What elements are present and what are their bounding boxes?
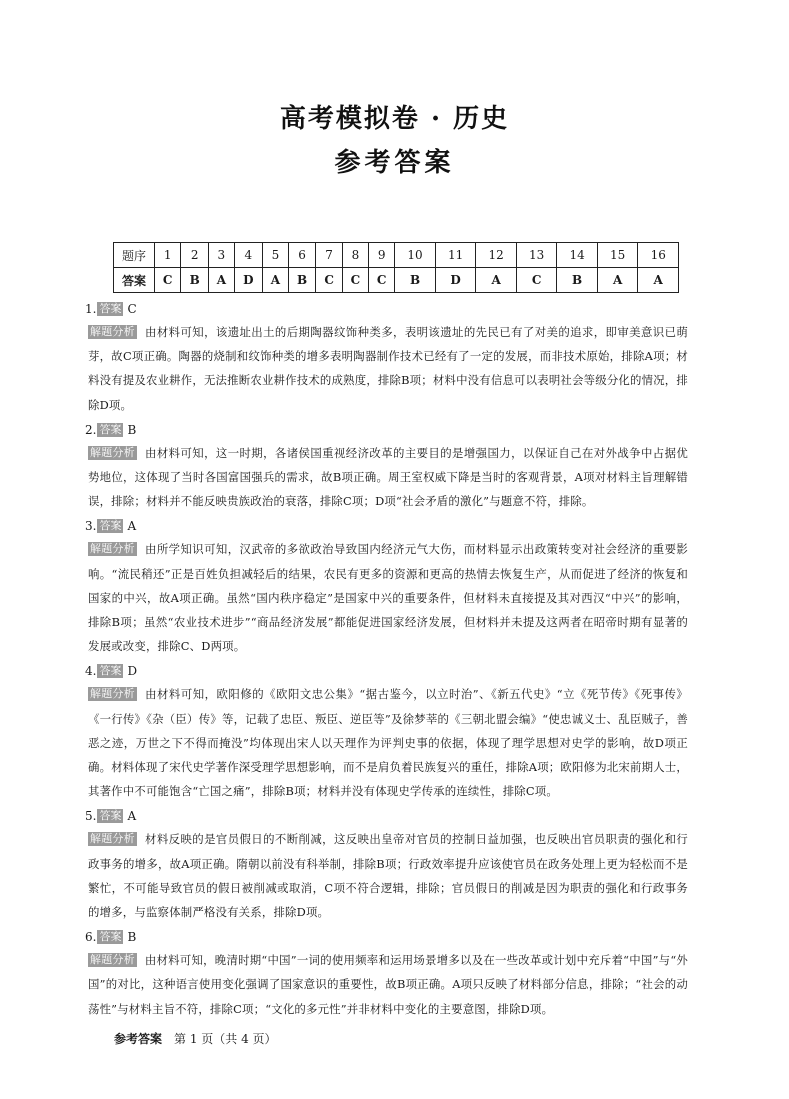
question-number-cell: 2 (181, 243, 209, 268)
answer-cell: B (395, 268, 436, 293)
answer-cell: B (557, 268, 598, 293)
answer-cell: B (288, 268, 316, 293)
analysis-tag: 解题分析 (90, 832, 135, 846)
analysis-tag: 解题分析 (90, 542, 135, 556)
question-number: 6. (85, 930, 97, 945)
question-analysis (88, 441, 688, 514)
page-number: 第 1 页（共 4 页） (174, 1032, 277, 1046)
answer-cell: D (435, 268, 476, 293)
question-analysis (88, 537, 688, 658)
page-subtitle: 参考答案 (334, 148, 455, 178)
question-number-cell: 5 (263, 243, 289, 268)
question-number-cell: 1 (155, 243, 181, 268)
answer-cell: D (234, 268, 262, 293)
question-answer-line (85, 298, 685, 320)
question-number-cell: 3 (209, 243, 235, 268)
question-number: 1. (85, 302, 97, 316)
answer-tag: 答案 (99, 664, 122, 678)
question-answer-line (85, 419, 685, 441)
answer-row-label: 答案 (114, 268, 155, 293)
question-item (85, 660, 688, 803)
question-list (85, 298, 688, 1023)
analysis-tag: 解题分析 (90, 325, 135, 338)
question-answer: A (127, 519, 137, 534)
question-number-cell: 4 (234, 243, 262, 268)
answer-cell: B (181, 268, 209, 293)
analysis-text: 由材料可知，晚清时期“中国”一词的使用频率和运用场景增多以及在一些改革或计划中充斥着“中国”与“外国”的对比，这种语言使用变化强调了国家意识的重要性，故B项正确。A项只反映了材料部分信息，排除；“社会的动荡性”与材料主旨不符，排除C项；“文化的多元性”并非材料中变化的主要意图，排除D项。 (88, 953, 688, 1016)
number-row-label: 题序 (114, 243, 155, 268)
question-number-cell: 11 (435, 243, 476, 268)
question-number-cell: 9 (369, 243, 395, 268)
question-analysis (88, 827, 688, 924)
analysis-text: 由所学知识可知，汉武帝的多欲政治导致国内经济元气大伤，而材料显示出政策转变对社会经济的重要影响。“流民稍还”正是百姓负担减轻后的结果，农民有更多的资源和更高的热情去恢复生产，从而促进了经济的恢复和国家的中兴，故A项正确。虽然“国内秩序稳定”是国家中兴的重要条件，但材料未直接提及其对西汉“中兴”的影响，排除B项；虽然“农业技术进步”“商品经济发展”都能促进国家经济发展，但材料并未提及这两者在昭帝时期有显著的发展或改变，排除C、D两项。 (88, 542, 688, 654)
question-item (85, 926, 688, 1021)
answer-tag: 答案 (99, 809, 122, 823)
answer-tag: 答案 (99, 519, 122, 533)
question-item (85, 298, 688, 417)
question-number-cell: 16 (638, 243, 679, 268)
question-analysis (88, 682, 688, 803)
answer-tag: 答案 (99, 930, 122, 944)
answer-cell: A (476, 268, 517, 293)
question-number: 2. (85, 422, 97, 437)
answer-cell: A (638, 268, 679, 293)
question-number-cell: 13 (516, 243, 557, 268)
question-number: 3. (85, 519, 97, 534)
answer-cell: A (597, 268, 638, 293)
analysis-text: 由材料可知，该遗址出土的后期陶器纹饰种类多，表明该遗址的先民已有了对美的追求，即审美意识已萌芽，故C项正确。陶器的烧制和纹饰种类的增多表明陶器制作技术已经有了一定的发展，而非技术原始，排除A项；材料没有提及农业耕作，无法推断农业耕作技术的成熟度，排除B项；材料中没有信息可以表明社会等级分化的情况，排除D项。 (88, 325, 688, 412)
question-answer-line (85, 926, 685, 948)
question-number-cell: 12 (476, 243, 517, 268)
page-title: 高考模拟卷 · 历史 (279, 104, 510, 134)
question-number: 5. (85, 809, 97, 824)
page-footer (114, 1030, 277, 1047)
answer-cell: A (263, 268, 289, 293)
question-number-cell: 14 (557, 243, 598, 268)
question-answer: B (127, 930, 137, 945)
question-number-cell: 15 (597, 243, 638, 268)
footer-label: 参考答案 (114, 1032, 163, 1046)
question-answer: D (127, 664, 138, 679)
answer-table-answer-row (114, 268, 679, 293)
answer-tag: 答案 (99, 422, 122, 436)
answer-table-number-row (114, 243, 679, 268)
question-item (85, 805, 688, 924)
answer-cell: C (342, 268, 368, 293)
analysis-text: 由材料可知，欧阳修的《欧阳文忠公集》“据古鉴今，以立时治”、《新五代史》“立《死节传》《死事传》《一行传》《杂（臣）传》等，记载了忠臣、叛臣、逆臣等”及徐梦莘的《三朝北盟会编》“使忠诚义士、乱臣贼子，善恶之迹，万世之下不得而掩没”均体现出宋人以天理作为评判史事的依据，体现了理学思想对史学的影响，故D项正确。材料体现了宋代史学著作深受理学思想影响，而不是肩负着民族复兴的重任，排除A项；欧阳修为北宋前期人士，其著作中不可能饱含“亡国之痛”，排除B项；材料并没有体现史学传承的连续性，排除C项。 (88, 687, 688, 799)
analysis-tag: 解题分析 (90, 687, 135, 701)
analysis-text: 由材料可知，这一时期，各诸侯国重视经济改革的主要目的是增强国力，以保证自己在对外战争中占据优势地位，这体现了当时各国富国强兵的需求，故B项正确。周王室权威下降是当时的客观背景，A项对材料主旨理解错误，排除；材料并不能反映贵族政治的衰落，排除C项；D项“社会矛盾的激化”与题意不符，排除。 (88, 445, 688, 509)
answer-cell: C (316, 268, 342, 293)
answer-table (113, 242, 679, 293)
question-item (85, 515, 688, 658)
question-answer: C (127, 302, 137, 316)
answer-cell: A (209, 268, 235, 293)
question-answer-line (85, 660, 685, 682)
analysis-text: 材料反映的是官员假日的不断削减，这反映出皇帝对官员的控制日益加强，也反映出官员职责的强化和行政事务的增多，故A项正确。隋朝以前没有科举制，排除B项；行政效率提升应该使官员在政务处理上更为轻松而不是繁忙，不可能导致官员的假日被削减或取消，C项不符合逻辑，排除；官员假日的削减是因为职责的强化和行政事务的增多，与监察体制严格没有关系，排除D项。 (88, 832, 688, 920)
analysis-tag: 解题分析 (90, 953, 135, 967)
question-answer-line (85, 805, 685, 827)
question-number-cell: 7 (316, 243, 342, 268)
answer-cell: C (155, 268, 181, 293)
question-number: 4. (85, 664, 97, 679)
question-item (85, 419, 688, 514)
question-number-cell: 10 (395, 243, 436, 268)
question-answer-line (85, 515, 685, 537)
question-number-cell: 6 (288, 243, 316, 268)
analysis-tag: 解题分析 (90, 445, 135, 459)
answer-cell: C (516, 268, 557, 293)
question-answer: B (127, 422, 137, 437)
answer-tag: 答案 (99, 302, 122, 315)
question-number-cell: 8 (342, 243, 368, 268)
question-analysis (88, 948, 688, 1021)
answer-cell: C (369, 268, 395, 293)
question-analysis (88, 320, 688, 417)
question-answer: A (127, 809, 137, 824)
